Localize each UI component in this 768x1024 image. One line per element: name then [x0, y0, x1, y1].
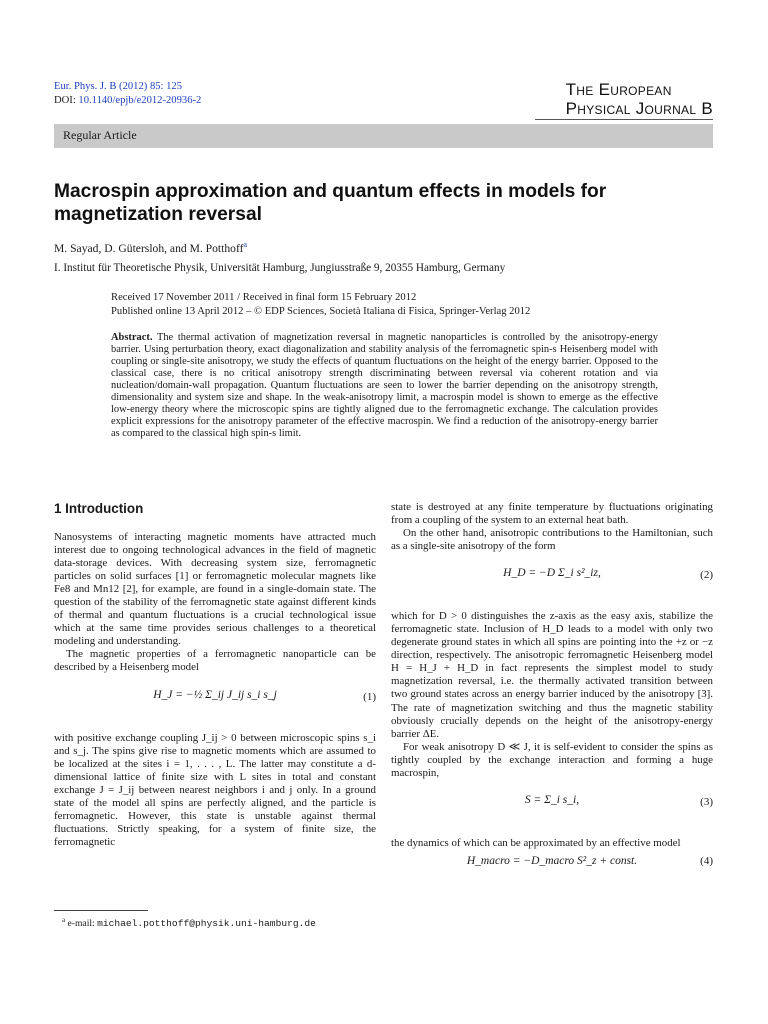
equation-3	[391, 786, 713, 832]
equation-2-number: (2)	[700, 569, 713, 582]
paper-title: Macrospin approximation and quantum effects in models for magnetization reversal	[54, 181, 607, 225]
right-paragraph-4: For weak anisotropy D ≪ J, it is self-evident to consider the spins as tightly coupled by the exchange interaction and forming a huge macrospin,	[391, 740, 713, 779]
footnote-mark: a	[62, 916, 66, 924]
citation-block	[54, 80, 201, 108]
right-column	[391, 501, 713, 875]
header-rule	[535, 119, 713, 120]
abstract-text: The thermal activation of magnetization reversal in magnetic nanoparticles is controlled by the anisotropy-energy barrier. Using perturbation theory, exact diagonalization and stability analysis of the ferromagnetic spin-s Heisenberg model with coupling or single-site anisotropy, we study the effects of quantum fluctuations on the height of the energy barrier. Opposed to the classical case, there is no critical anisotropy strength discriminating between reversal via coherent rotation and via nucleation/domain-wall propagation. Quantum fluctuations are seen to lower the barrier depending on the anisotropy strength, dimensionality and system size and shape. In the weak-anisotropy limit, a macrospin model is shown to emerge as the effective low-energy theory where the microscopic spins are tightly aligned due to the ferromagnetic exchange. The calculation provides explicit expressions for the anisotropy parameter of the effective macrospin. We find a reduction of the anisotropy-energy barrier as compared to the classical high spin-s limit.	[111, 332, 658, 440]
equation-4-number: (4)	[700, 854, 713, 867]
equation-1	[54, 681, 376, 727]
left-column	[54, 500, 376, 849]
equation-3-formula: S = Σ_i s_i,	[524, 793, 580, 806]
footnote-label: e-mail:	[67, 918, 98, 930]
equation-2	[391, 559, 713, 605]
doi-label: DOI:	[54, 95, 79, 106]
authors-line	[54, 240, 247, 255]
intro-paragraph-2: The magnetic properties of a ferromagnetic nanoparticle can be described by a Heisenberg model	[54, 648, 376, 674]
footnote-email[interactable]: michael.potthoff@physik.uni-hamburg.de	[97, 918, 316, 930]
right-paragraph-1: state is destroyed at any finite temperature by fluctuations originating from a coupling of the system to an external heat bath.	[391, 501, 713, 527]
equation-4	[391, 853, 713, 875]
intro-paragraph-1: Nanosystems of interacting magnetic moments have attracted much interest due to ongoing technological advances in the field of magnetic data-storage devices. With decreasing system size, ferromagnetic particles on solid surfaces [1] or ferromagnetic molecular magnets like Fe8 and Mn12 [2], for example, are found in a single-domain state. The question of the stability of the ferromagnetic state against different kinds of thermal and quantum fluctuations is a crucial technological issue which at the same time provides serious challenges to a theoretical modeling and understanding.	[54, 531, 376, 648]
authors-names: M. Sayad, D. Gütersloh, and M. Potthoff	[54, 241, 244, 255]
abstract	[111, 332, 658, 440]
journal-name	[566, 81, 713, 118]
intro-paragraph-3: with positive exchange coupling J_ij > 0 between microscopic spins s_i and s_j. The spins give rise to magnetic moments which are assumed to be localized at the sites i = 1, . . . , L. The latter may constitute a d-dimensional lattice of finite size with L sites in total and constant exchange J = J_ij between nearest neighbors i and j only. In a ground state of the model all spins are perfectly aligned, and the particle is ferromagnetic. However, this state is unstable against thermal fluctuations. Strictly speaking, for a system of finite size, the ferromagnetic	[54, 731, 376, 848]
right-paragraph-5: the dynamics of which can be approximated by an effective model	[391, 836, 681, 849]
right-paragraph-3: which for D > 0 distinguishes the z-axis as the easy axis, stabilize the ferromagnetic state. Inclusion of H_D leads to a model with only two degenerate ground states in which all spins are pointing into the +z or −z direction, respectively. The anisotropic ferromagnetic Heisenberg model H = H_J + H_D in fact represents the simplest model to study magnetization reversal, i.e. the thermally activated transition between two ground states across an energy barrier induced by the anisotropy [3]. The rate of magnetization switching and thus the magnetic stability obviously crucially depends on the height of the anisotropy-energy barrier ΔE.	[391, 610, 713, 740]
affiliation: I. Institut für Theoretische Physik, Universität Hamburg, Jungiusstraße 9, 20355 Hamburg, Germany	[54, 262, 506, 274]
article-type-bar	[54, 124, 713, 148]
journal-citation-link[interactable]: Eur. Phys. J. B (2012) 85: 125	[54, 81, 183, 92]
abstract-label: Abstract.	[111, 332, 153, 343]
equation-2-formula: H_D = −D Σ_i s²_iz,	[503, 567, 601, 580]
equation-3-number: (3)	[700, 795, 713, 808]
dates-block	[111, 291, 530, 318]
journal-name-line1: The European	[565, 80, 672, 99]
footnote	[62, 916, 316, 929]
published-date: Published online 13 April 2012 – © EDP Sciences, Società Italiana di Fisica, Springer-Verlag 2012	[111, 305, 531, 317]
journal-name-line2: Physical Journal B	[565, 99, 713, 118]
section-heading-introduction: 1 Introduction	[54, 501, 144, 516]
doi-link[interactable]: 10.1140/epjb/e2012-20936-2	[78, 95, 202, 106]
right-paragraph-2: On the other hand, anisotropic contributions to the Hamiltonian, such as a single-site anisotropy of the form	[391, 527, 713, 553]
footnote-rule	[54, 910, 148, 911]
equation-1-number: (1)	[363, 690, 376, 703]
author-footnote-mark[interactable]: a	[243, 240, 248, 249]
equation-4-formula: H_macro = −D_macro S²_z + const.	[466, 854, 638, 867]
received-date: Received 17 November 2011 / Received in final form 15 February 2012	[111, 292, 417, 303]
equation-1-formula: H_J = −½ Σ_ij J_ij s_i s_j	[153, 688, 277, 701]
article-type-label: Regular Article	[63, 128, 137, 142]
